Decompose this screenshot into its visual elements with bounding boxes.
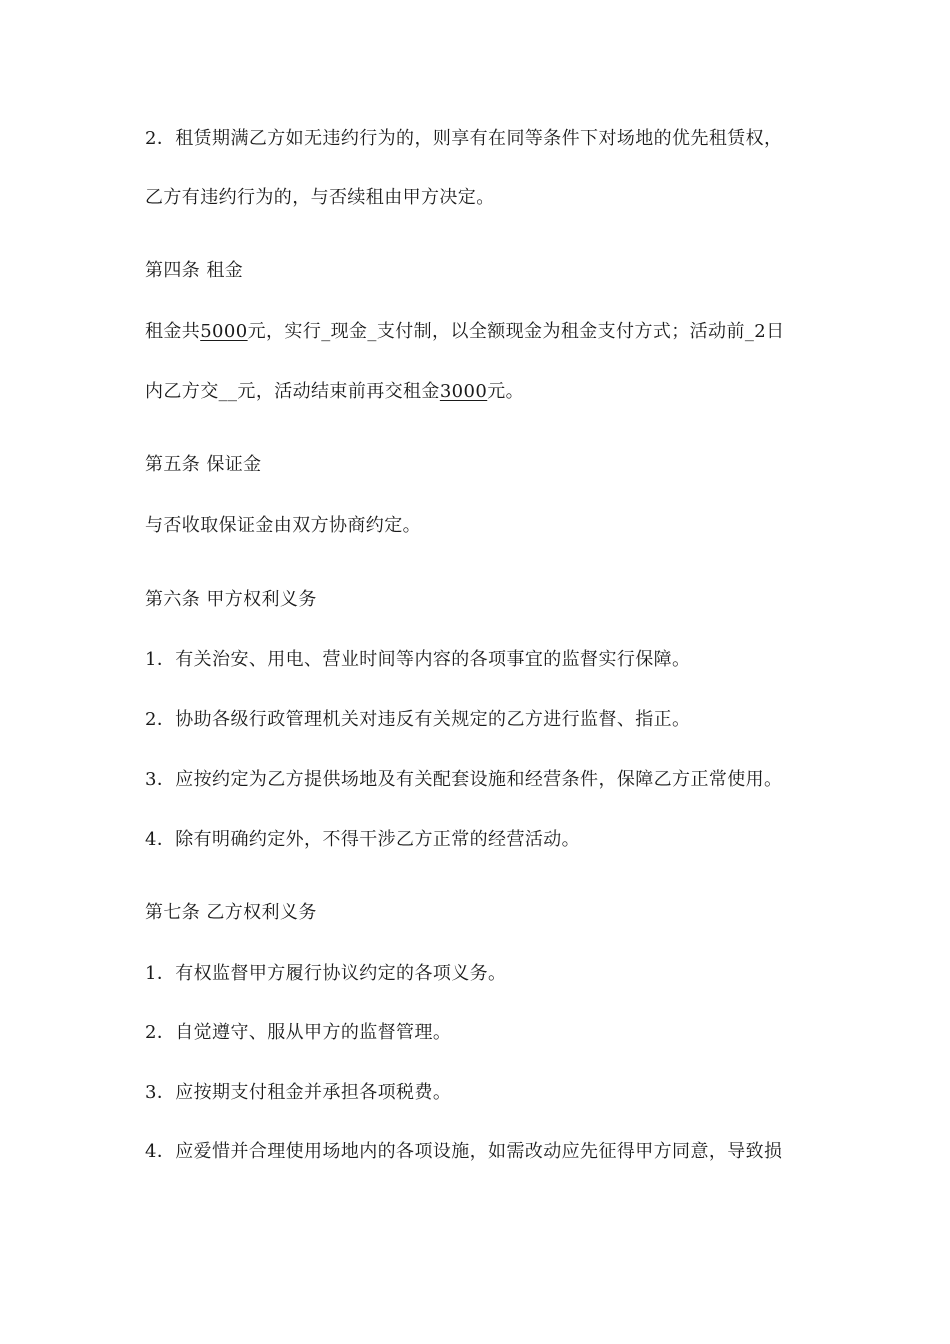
clause7-item: 1．有权监督甲方履行协议约定的各项义务。 xyxy=(145,963,507,984)
rent-final-amount: 3000 xyxy=(439,381,488,402)
clause5-text: 与否收取保证金由双方协商约定。 xyxy=(145,515,421,536)
clause6-item: 4．除有明确约定外，不得干涉乙方正常的经营活动。 xyxy=(145,829,581,850)
payment-method: _现金_ xyxy=(321,321,377,342)
clause6-item: 1．有关治安、用电、营业时间等内容的各项事宜的监督实行保障。 xyxy=(145,649,691,670)
rent-total-amount: 5000 xyxy=(200,321,248,342)
clause6-item: 2．协助各级行政管理机关对违反有关规定的乙方进行监督、指正。 xyxy=(145,709,691,730)
clause4-line2-text-a: 内乙方交 xyxy=(145,381,219,402)
clause3-item2-line1: 2．租赁期满乙方如无违约行为的，则享有在同等条件下对场地的优先租赁权， xyxy=(145,128,783,149)
clause7-item: 2．自觉遵守、服从甲方的监督管理。 xyxy=(145,1022,452,1043)
clause7-item: 3．应按期支付租金并承担各项税费。 xyxy=(145,1082,452,1103)
clause4-heading: 第四条 租金 xyxy=(145,260,244,281)
clause5-heading: 第五条 保证金 xyxy=(145,454,262,475)
clause4-line1-text-c: 支付制，以全额现金为租金支付方式；活动前 xyxy=(376,321,745,342)
clause4-line1 xyxy=(145,320,785,344)
clause4-line1-text-d: 日 xyxy=(766,321,785,342)
clause6-heading: 第六条 甲方权利义务 xyxy=(145,589,317,610)
clause4-line1-text-b: 元，实行 xyxy=(247,321,322,342)
clause4-line2-text-b: 元，活动结束前再交租金 xyxy=(237,381,440,402)
clause4-line2 xyxy=(145,380,524,404)
clause4-line2-text-c: 元。 xyxy=(487,381,525,402)
clause7-heading: 第七条 乙方权利义务 xyxy=(145,902,317,923)
clause3-item2-line2: 乙方有违约行为的，与否续租由甲方决定。 xyxy=(145,187,495,208)
clause7-item: 4．应爱惜并合理使用场地内的各项设施，如需改动应先征得甲方同意，导致损 xyxy=(145,1141,783,1162)
clause6-item: 3．应按约定为乙方提供场地及有关配套设施和经营条件，保障乙方正常使用。 xyxy=(145,769,783,790)
deposit-blank: __ xyxy=(218,381,238,402)
clause4-line1-text-a: 租金共 xyxy=(145,321,201,342)
days-before-event: _2 xyxy=(744,321,767,342)
